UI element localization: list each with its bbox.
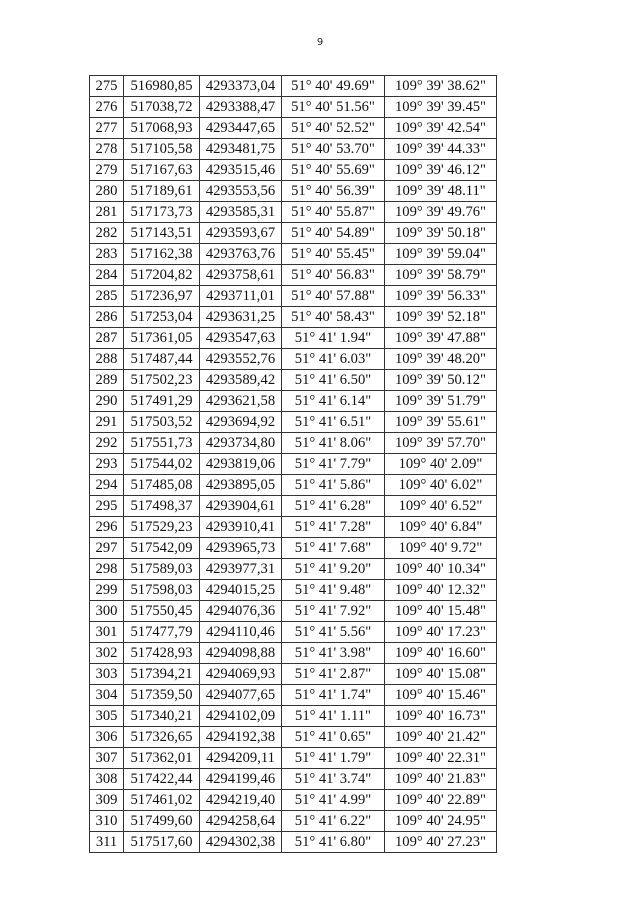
point-number-cell: 287 xyxy=(90,328,124,349)
longitude-cell: 109° 39' 48.20" xyxy=(385,349,497,370)
y-coordinate-cell: 4293589,42 xyxy=(200,370,282,391)
longitude-cell: 109° 40' 15.48" xyxy=(385,601,497,622)
table-row xyxy=(90,475,497,496)
point-number-cell: 288 xyxy=(90,349,124,370)
y-coordinate-cell: 4293910,41 xyxy=(200,517,282,538)
longitude-cell: 109° 40' 9.72" xyxy=(385,538,497,559)
x-coordinate-cell: 517503,52 xyxy=(124,412,200,433)
latitude-cell: 51° 41' 5.86" xyxy=(282,475,385,496)
latitude-cell: 51° 40' 54.89" xyxy=(282,223,385,244)
table-row xyxy=(90,223,497,244)
x-coordinate-cell: 517529,23 xyxy=(124,517,200,538)
y-coordinate-cell: 4294302,38 xyxy=(200,832,282,853)
longitude-cell: 109° 39' 56.33" xyxy=(385,286,497,307)
point-number-cell: 281 xyxy=(90,202,124,223)
point-number-cell: 293 xyxy=(90,454,124,475)
table-row xyxy=(90,76,497,97)
point-number-cell: 303 xyxy=(90,664,124,685)
longitude-cell: 109° 40' 22.31" xyxy=(385,748,497,769)
x-coordinate-cell: 516980,85 xyxy=(124,76,200,97)
table-row xyxy=(90,118,497,139)
x-coordinate-cell: 517598,03 xyxy=(124,580,200,601)
table-row xyxy=(90,832,497,853)
point-number-cell: 304 xyxy=(90,685,124,706)
longitude-cell: 109° 40' 27.23" xyxy=(385,832,497,853)
point-number-cell: 300 xyxy=(90,601,124,622)
point-number-cell: 309 xyxy=(90,790,124,811)
latitude-cell: 51° 41' 6.80" xyxy=(282,832,385,853)
y-coordinate-cell: 4294110,46 xyxy=(200,622,282,643)
point-number-cell: 278 xyxy=(90,139,124,160)
latitude-cell: 51° 41' 6.28" xyxy=(282,496,385,517)
latitude-cell: 51° 41' 6.22" xyxy=(282,811,385,832)
point-number-cell: 307 xyxy=(90,748,124,769)
longitude-cell: 109° 39' 47.88" xyxy=(385,328,497,349)
y-coordinate-cell: 4294069,93 xyxy=(200,664,282,685)
y-coordinate-cell: 4293373,04 xyxy=(200,76,282,97)
table-row xyxy=(90,412,497,433)
longitude-cell: 109° 39' 44.33" xyxy=(385,139,497,160)
x-coordinate-cell: 517340,21 xyxy=(124,706,200,727)
table-row xyxy=(90,370,497,391)
table-row xyxy=(90,643,497,664)
table-row xyxy=(90,769,497,790)
table-row xyxy=(90,328,497,349)
table-row xyxy=(90,307,497,328)
latitude-cell: 51° 40' 49.69" xyxy=(282,76,385,97)
latitude-cell: 51° 41' 1.74" xyxy=(282,685,385,706)
latitude-cell: 51° 41' 2.87" xyxy=(282,664,385,685)
longitude-cell: 109° 40' 22.89" xyxy=(385,790,497,811)
y-coordinate-cell: 4293388,47 xyxy=(200,97,282,118)
y-coordinate-cell: 4293553,56 xyxy=(200,181,282,202)
x-coordinate-cell: 517422,44 xyxy=(124,769,200,790)
y-coordinate-cell: 4293904,61 xyxy=(200,496,282,517)
latitude-cell: 51° 41' 3.98" xyxy=(282,643,385,664)
y-coordinate-cell: 4293515,46 xyxy=(200,160,282,181)
latitude-cell: 51° 41' 9.48" xyxy=(282,580,385,601)
x-coordinate-cell: 517361,05 xyxy=(124,328,200,349)
longitude-cell: 109° 39' 59.04" xyxy=(385,244,497,265)
point-number-cell: 305 xyxy=(90,706,124,727)
latitude-cell: 51° 41' 0.65" xyxy=(282,727,385,748)
y-coordinate-cell: 4294098,88 xyxy=(200,643,282,664)
y-coordinate-cell: 4293763,76 xyxy=(200,244,282,265)
table-row xyxy=(90,139,497,160)
point-number-cell: 308 xyxy=(90,769,124,790)
point-number-cell: 306 xyxy=(90,727,124,748)
point-number-cell: 296 xyxy=(90,517,124,538)
table-row xyxy=(90,496,497,517)
longitude-cell: 109° 39' 50.12" xyxy=(385,370,497,391)
table-row xyxy=(90,454,497,475)
y-coordinate-cell: 4293895,05 xyxy=(200,475,282,496)
point-number-cell: 289 xyxy=(90,370,124,391)
latitude-cell: 51° 41' 1.79" xyxy=(282,748,385,769)
latitude-cell: 51° 41' 3.74" xyxy=(282,769,385,790)
y-coordinate-cell: 4293711,01 xyxy=(200,286,282,307)
y-coordinate-cell: 4293593,67 xyxy=(200,223,282,244)
x-coordinate-cell: 517359,50 xyxy=(124,685,200,706)
table-row xyxy=(90,349,497,370)
longitude-cell: 109° 40' 10.34" xyxy=(385,559,497,580)
point-number-cell: 311 xyxy=(90,832,124,853)
latitude-cell: 51° 41' 6.51" xyxy=(282,412,385,433)
latitude-cell: 51° 40' 52.52" xyxy=(282,118,385,139)
latitude-cell: 51° 41' 6.50" xyxy=(282,370,385,391)
point-number-cell: 301 xyxy=(90,622,124,643)
x-coordinate-cell: 517143,51 xyxy=(124,223,200,244)
point-number-cell: 292 xyxy=(90,433,124,454)
table-row xyxy=(90,601,497,622)
point-number-cell: 299 xyxy=(90,580,124,601)
x-coordinate-cell: 517487,44 xyxy=(124,349,200,370)
latitude-cell: 51° 41' 4.99" xyxy=(282,790,385,811)
x-coordinate-cell: 517485,08 xyxy=(124,475,200,496)
longitude-cell: 109° 39' 50.18" xyxy=(385,223,497,244)
point-number-cell: 283 xyxy=(90,244,124,265)
latitude-cell: 51° 41' 6.14" xyxy=(282,391,385,412)
x-coordinate-cell: 517499,60 xyxy=(124,811,200,832)
latitude-cell: 51° 40' 53.70" xyxy=(282,139,385,160)
longitude-cell: 109° 40' 17.23" xyxy=(385,622,497,643)
point-number-cell: 276 xyxy=(90,97,124,118)
table-row xyxy=(90,517,497,538)
point-number-cell: 302 xyxy=(90,643,124,664)
longitude-cell: 109° 40' 6.84" xyxy=(385,517,497,538)
table-row xyxy=(90,202,497,223)
point-number-cell: 279 xyxy=(90,160,124,181)
y-coordinate-cell: 4294077,65 xyxy=(200,685,282,706)
x-coordinate-cell: 517517,60 xyxy=(124,832,200,853)
x-coordinate-cell: 517253,04 xyxy=(124,307,200,328)
longitude-cell: 109° 40' 16.73" xyxy=(385,706,497,727)
point-number-cell: 280 xyxy=(90,181,124,202)
point-number-cell: 297 xyxy=(90,538,124,559)
table-row xyxy=(90,580,497,601)
longitude-cell: 109° 39' 51.79" xyxy=(385,391,497,412)
latitude-cell: 51° 40' 56.83" xyxy=(282,265,385,286)
table-row xyxy=(90,265,497,286)
x-coordinate-cell: 517362,01 xyxy=(124,748,200,769)
latitude-cell: 51° 41' 7.28" xyxy=(282,517,385,538)
x-coordinate-cell: 517236,97 xyxy=(124,286,200,307)
table-row xyxy=(90,538,497,559)
latitude-cell: 51° 41' 7.92" xyxy=(282,601,385,622)
point-number-cell: 284 xyxy=(90,265,124,286)
x-coordinate-cell: 517068,93 xyxy=(124,118,200,139)
longitude-cell: 109° 40' 15.46" xyxy=(385,685,497,706)
longitude-cell: 109° 40' 16.60" xyxy=(385,643,497,664)
y-coordinate-cell: 4294209,11 xyxy=(200,748,282,769)
point-number-cell: 294 xyxy=(90,475,124,496)
x-coordinate-cell: 517461,02 xyxy=(124,790,200,811)
point-number-cell: 298 xyxy=(90,559,124,580)
x-coordinate-cell: 517326,65 xyxy=(124,727,200,748)
latitude-cell: 51° 41' 1.94" xyxy=(282,328,385,349)
x-coordinate-cell: 517038,72 xyxy=(124,97,200,118)
x-coordinate-cell: 517105,58 xyxy=(124,139,200,160)
table-row xyxy=(90,181,497,202)
latitude-cell: 51° 40' 55.87" xyxy=(282,202,385,223)
point-number-cell: 275 xyxy=(90,76,124,97)
point-number-cell: 282 xyxy=(90,223,124,244)
y-coordinate-cell: 4294192,38 xyxy=(200,727,282,748)
table-row xyxy=(90,160,497,181)
latitude-cell: 51° 40' 57.88" xyxy=(282,286,385,307)
x-coordinate-cell: 517189,61 xyxy=(124,181,200,202)
latitude-cell: 51° 41' 5.56" xyxy=(282,622,385,643)
point-number-cell: 291 xyxy=(90,412,124,433)
y-coordinate-cell: 4294076,36 xyxy=(200,601,282,622)
x-coordinate-cell: 517204,82 xyxy=(124,265,200,286)
y-coordinate-cell: 4293547,63 xyxy=(200,328,282,349)
x-coordinate-cell: 517162,38 xyxy=(124,244,200,265)
table-row xyxy=(90,790,497,811)
point-number-cell: 286 xyxy=(90,307,124,328)
page-number: 9 xyxy=(316,37,324,48)
point-number-cell: 277 xyxy=(90,118,124,139)
longitude-cell: 109° 40' 6.02" xyxy=(385,475,497,496)
table-row xyxy=(90,97,497,118)
table-row xyxy=(90,727,497,748)
latitude-cell: 51° 41' 7.79" xyxy=(282,454,385,475)
longitude-cell: 109° 39' 46.12" xyxy=(385,160,497,181)
x-coordinate-cell: 517173,73 xyxy=(124,202,200,223)
y-coordinate-cell: 4293758,61 xyxy=(200,265,282,286)
x-coordinate-cell: 517394,21 xyxy=(124,664,200,685)
table-row xyxy=(90,391,497,412)
latitude-cell: 51° 40' 56.39" xyxy=(282,181,385,202)
y-coordinate-cell: 4293734,80 xyxy=(200,433,282,454)
latitude-cell: 51° 40' 58.43" xyxy=(282,307,385,328)
x-coordinate-cell: 517167,63 xyxy=(124,160,200,181)
y-coordinate-cell: 4293481,75 xyxy=(200,139,282,160)
y-coordinate-cell: 4294102,09 xyxy=(200,706,282,727)
table-row xyxy=(90,811,497,832)
y-coordinate-cell: 4294015,25 xyxy=(200,580,282,601)
x-coordinate-cell: 517491,29 xyxy=(124,391,200,412)
table-row xyxy=(90,706,497,727)
x-coordinate-cell: 517544,02 xyxy=(124,454,200,475)
longitude-cell: 109° 39' 52.18" xyxy=(385,307,497,328)
latitude-cell: 51° 41' 9.20" xyxy=(282,559,385,580)
coordinates-table xyxy=(89,75,497,853)
x-coordinate-cell: 517428,93 xyxy=(124,643,200,664)
x-coordinate-cell: 517498,37 xyxy=(124,496,200,517)
coordinates-table-body xyxy=(90,76,497,853)
x-coordinate-cell: 517550,45 xyxy=(124,601,200,622)
latitude-cell: 51° 41' 8.06" xyxy=(282,433,385,454)
y-coordinate-cell: 4293552,76 xyxy=(200,349,282,370)
x-coordinate-cell: 517551,73 xyxy=(124,433,200,454)
y-coordinate-cell: 4293819,06 xyxy=(200,454,282,475)
y-coordinate-cell: 4294219,40 xyxy=(200,790,282,811)
latitude-cell: 51° 40' 55.45" xyxy=(282,244,385,265)
latitude-cell: 51° 41' 7.68" xyxy=(282,538,385,559)
x-coordinate-cell: 517477,79 xyxy=(124,622,200,643)
y-coordinate-cell: 4293631,25 xyxy=(200,307,282,328)
point-number-cell: 295 xyxy=(90,496,124,517)
latitude-cell: 51° 41' 1.11" xyxy=(282,706,385,727)
y-coordinate-cell: 4294199,46 xyxy=(200,769,282,790)
longitude-cell: 109° 40' 21.83" xyxy=(385,769,497,790)
y-coordinate-cell: 4293585,31 xyxy=(200,202,282,223)
table-row xyxy=(90,559,497,580)
latitude-cell: 51° 41' 6.03" xyxy=(282,349,385,370)
table-row xyxy=(90,433,497,454)
table-row xyxy=(90,286,497,307)
table-row xyxy=(90,748,497,769)
latitude-cell: 51° 40' 55.69" xyxy=(282,160,385,181)
x-coordinate-cell: 517502,23 xyxy=(124,370,200,391)
longitude-cell: 109° 39' 48.11" xyxy=(385,181,497,202)
y-coordinate-cell: 4294258,64 xyxy=(200,811,282,832)
longitude-cell: 109° 39' 49.76" xyxy=(385,202,497,223)
y-coordinate-cell: 4293621,58 xyxy=(200,391,282,412)
longitude-cell: 109° 39' 42.54" xyxy=(385,118,497,139)
longitude-cell: 109° 40' 12.32" xyxy=(385,580,497,601)
longitude-cell: 109° 40' 21.42" xyxy=(385,727,497,748)
longitude-cell: 109° 39' 58.79" xyxy=(385,265,497,286)
longitude-cell: 109° 40' 24.95" xyxy=(385,811,497,832)
y-coordinate-cell: 4293447,65 xyxy=(200,118,282,139)
point-number-cell: 310 xyxy=(90,811,124,832)
longitude-cell: 109° 39' 55.61" xyxy=(385,412,497,433)
point-number-cell: 285 xyxy=(90,286,124,307)
x-coordinate-cell: 517589,03 xyxy=(124,559,200,580)
x-coordinate-cell: 517542,09 xyxy=(124,538,200,559)
longitude-cell: 109° 39' 38.62" xyxy=(385,76,497,97)
table-row xyxy=(90,664,497,685)
longitude-cell: 109° 39' 39.45" xyxy=(385,97,497,118)
table-row xyxy=(90,244,497,265)
longitude-cell: 109° 39' 57.70" xyxy=(385,433,497,454)
longitude-cell: 109° 40' 15.08" xyxy=(385,664,497,685)
latitude-cell: 51° 40' 51.56" xyxy=(282,97,385,118)
longitude-cell: 109° 40' 6.52" xyxy=(385,496,497,517)
y-coordinate-cell: 4293694,92 xyxy=(200,412,282,433)
y-coordinate-cell: 4293965,73 xyxy=(200,538,282,559)
table-row xyxy=(90,622,497,643)
longitude-cell: 109° 40' 2.09" xyxy=(385,454,497,475)
table-row xyxy=(90,685,497,706)
y-coordinate-cell: 4293977,31 xyxy=(200,559,282,580)
point-number-cell: 290 xyxy=(90,391,124,412)
